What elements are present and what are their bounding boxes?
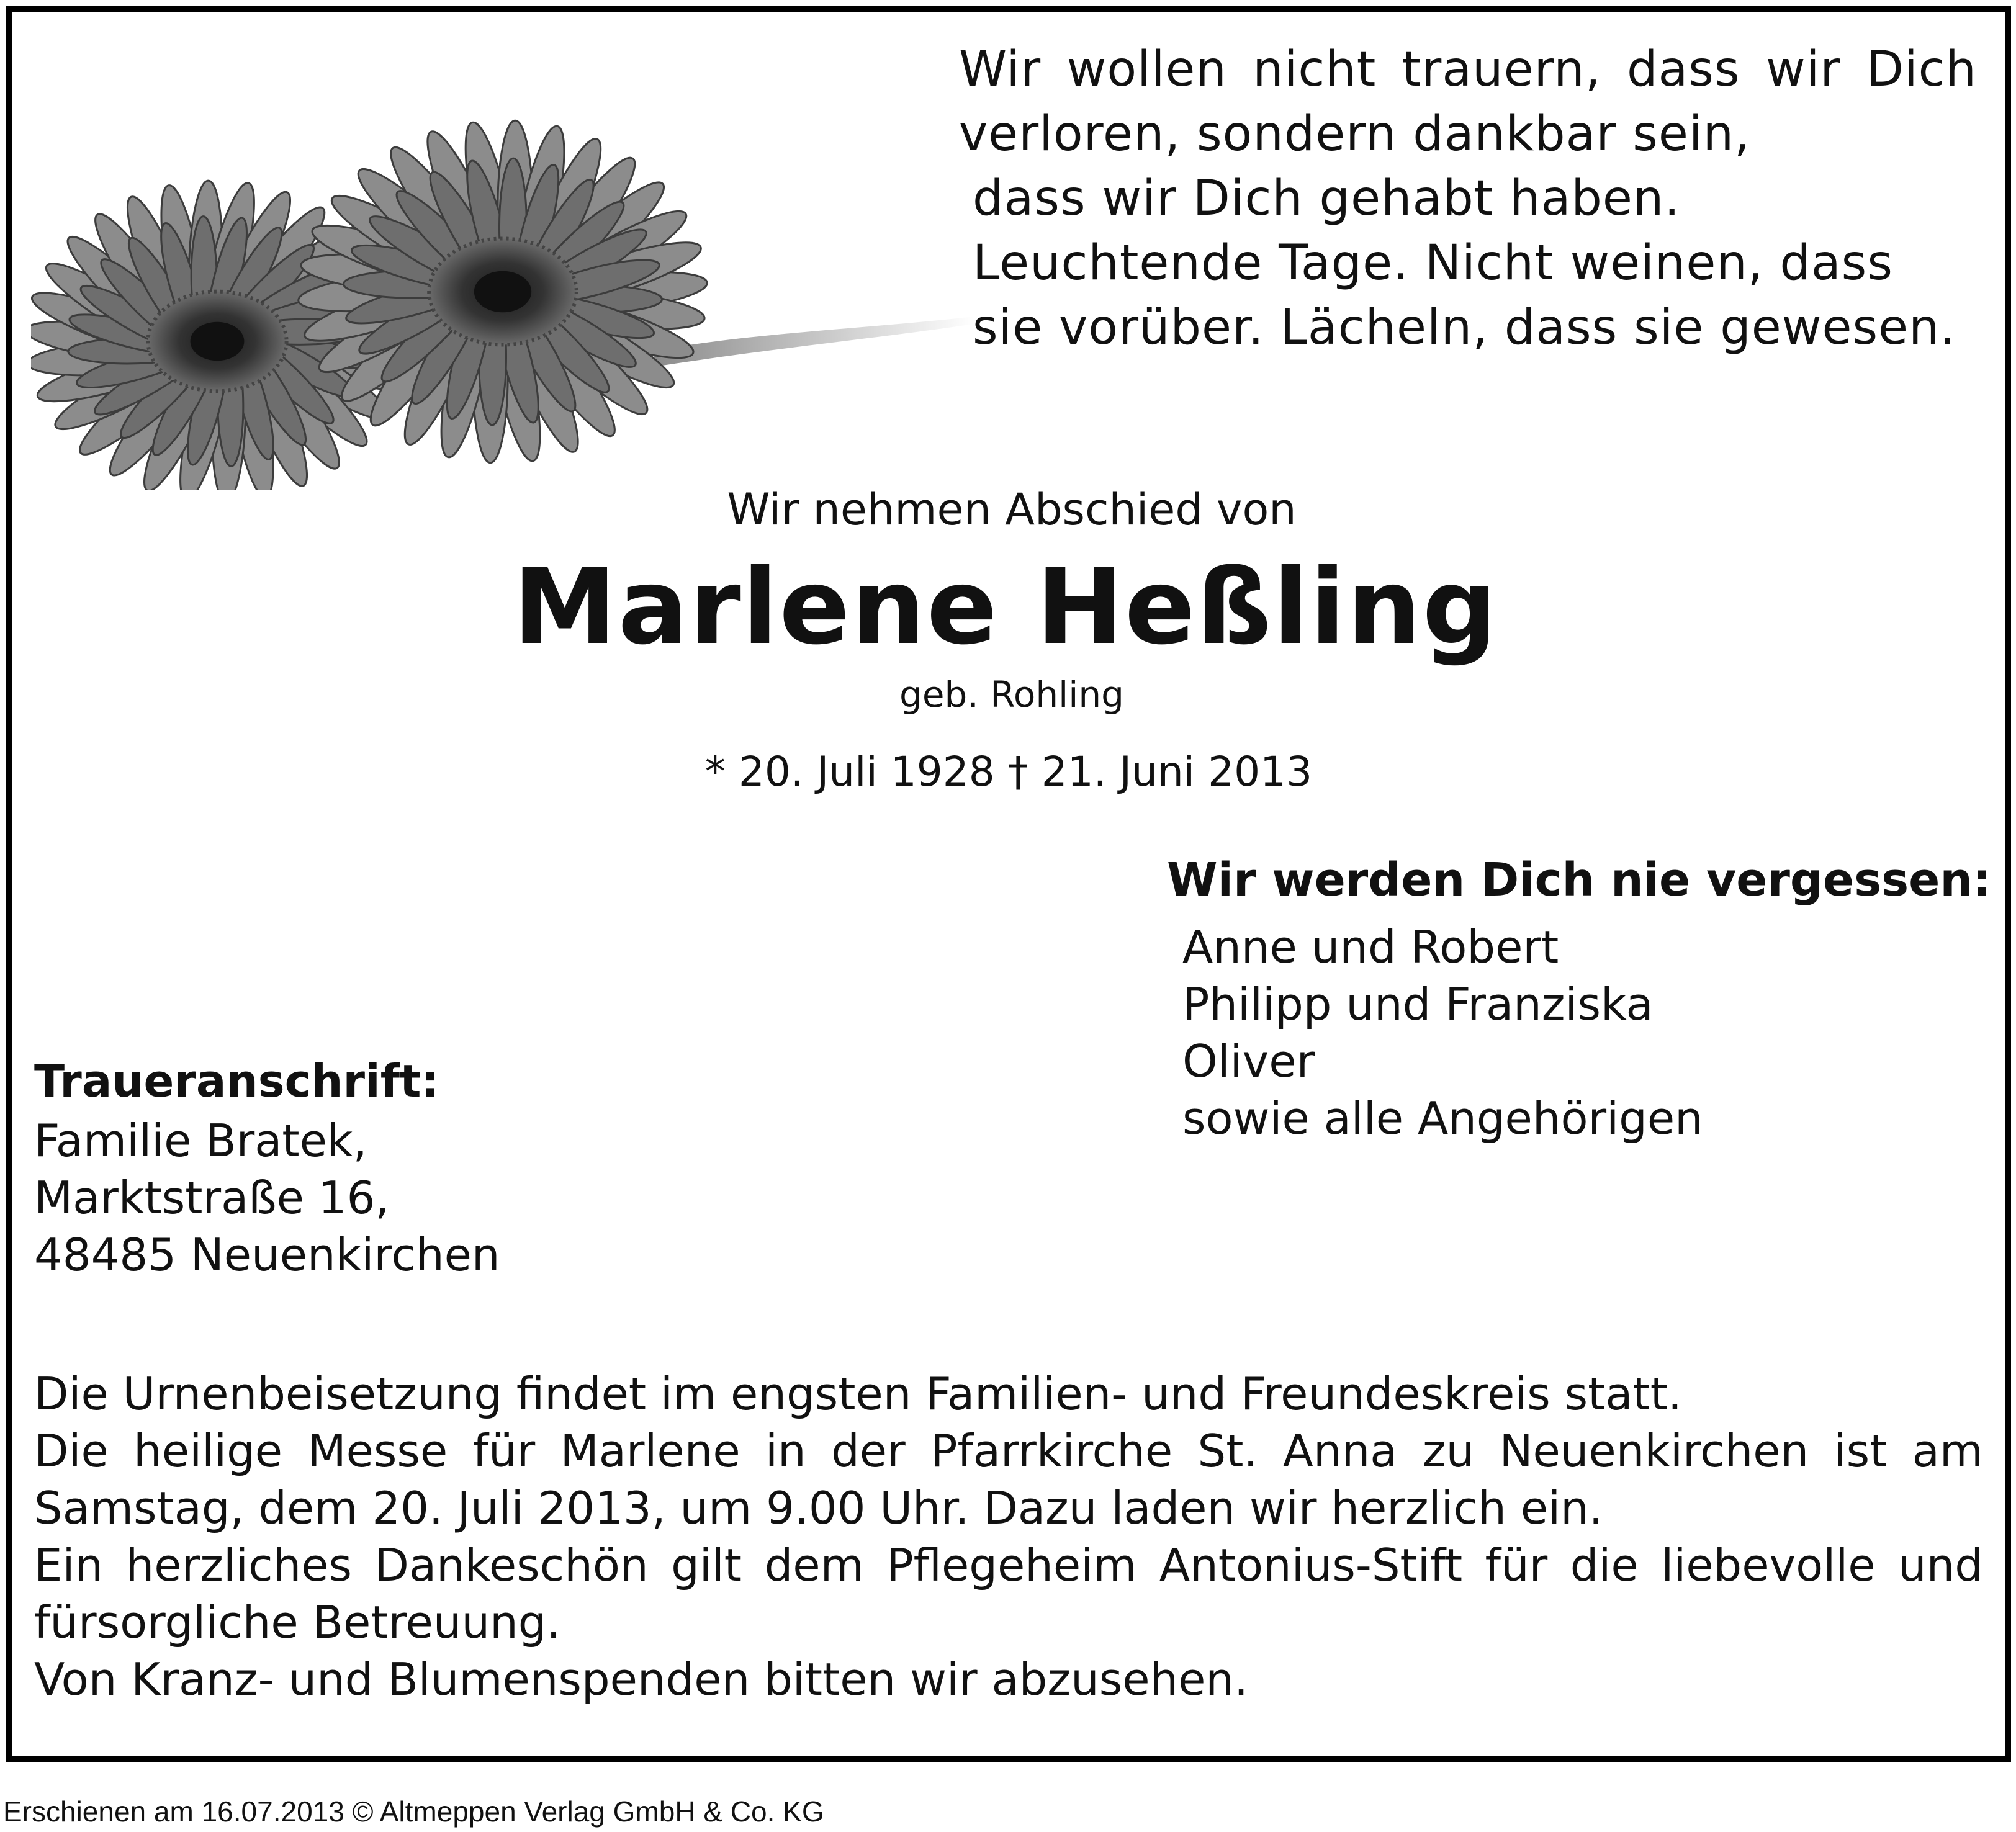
address-line: 48485 Neuenkirchen <box>34 1229 500 1281</box>
mourner-entry: sowie alle Angehörigen <box>1182 1092 1703 1144</box>
mourner-entry: Philipp und Franziska <box>1182 978 1654 1030</box>
mourning-address <box>34 1112 500 1283</box>
mourner-entry: Oliver <box>1182 1035 1315 1087</box>
address-line: Marktstraße 16, <box>34 1172 390 1224</box>
quote-line: sie vorüber. Lächeln, dass sie gewesen. <box>973 300 1956 356</box>
quote-line: verloren, sondern dankbar sein, <box>959 106 1750 162</box>
life-dates: * 20. Juli 1928 † 21. Juni 2013 <box>704 748 1313 796</box>
farewell-intro: Wir nehmen Abschied von <box>727 484 1297 535</box>
birth-name: geb. Rohling <box>899 673 1124 716</box>
quote-line: dass wir Dich gehabt haben. <box>973 171 1681 227</box>
quote-line: Wir wollen nicht trauern, dass wir Dich <box>959 42 1977 97</box>
notes-line: Samstag, dem 20. Juli 2013, um 9.00 Uhr. Dazu laden wir herzlich ein. <box>34 1482 1603 1534</box>
notes-line: Ein herzliches Dankeschön gilt dem Pflegeheim Antonius-Stift für die liebevolle und <box>34 1539 1983 1591</box>
publication-footer: Erschienen am 16.07.2013 © Altmeppen Verlag GmbH & Co. KG <box>3 1795 824 1828</box>
address-line: Familie Bratek, <box>34 1115 367 1167</box>
quote-line: Leuchtende Tage. Nicht weinen, dass <box>973 235 1893 291</box>
notes-line: Die Urnenbeisetzung findet im engsten Familien- und Freundeskreis statt. <box>34 1368 1682 1420</box>
mourners-list <box>1182 918 1703 1147</box>
memorial-quote <box>959 37 1983 360</box>
notes-line: fürsorgliche Betreuung. <box>34 1596 561 1648</box>
mourner-entry: Anne und Robert <box>1182 921 1559 973</box>
notes-line: Die heilige Messe für Marlene in der Pfarrkirche St. Anna zu Neuenkirchen ist am <box>34 1425 1983 1477</box>
notes-line: Von Kranz- und Blumenspenden bitten wir abzusehen. <box>34 1653 1248 1705</box>
mourners-heading: Wir werden Dich nie vergessen: <box>1167 853 1991 907</box>
funeral-notes <box>34 1365 1983 1708</box>
gerbera-flowers-image <box>31 106 974 490</box>
deceased-name: Marlene Heßling <box>513 546 1498 668</box>
address-heading: Traueranschrift: <box>34 1055 439 1107</box>
